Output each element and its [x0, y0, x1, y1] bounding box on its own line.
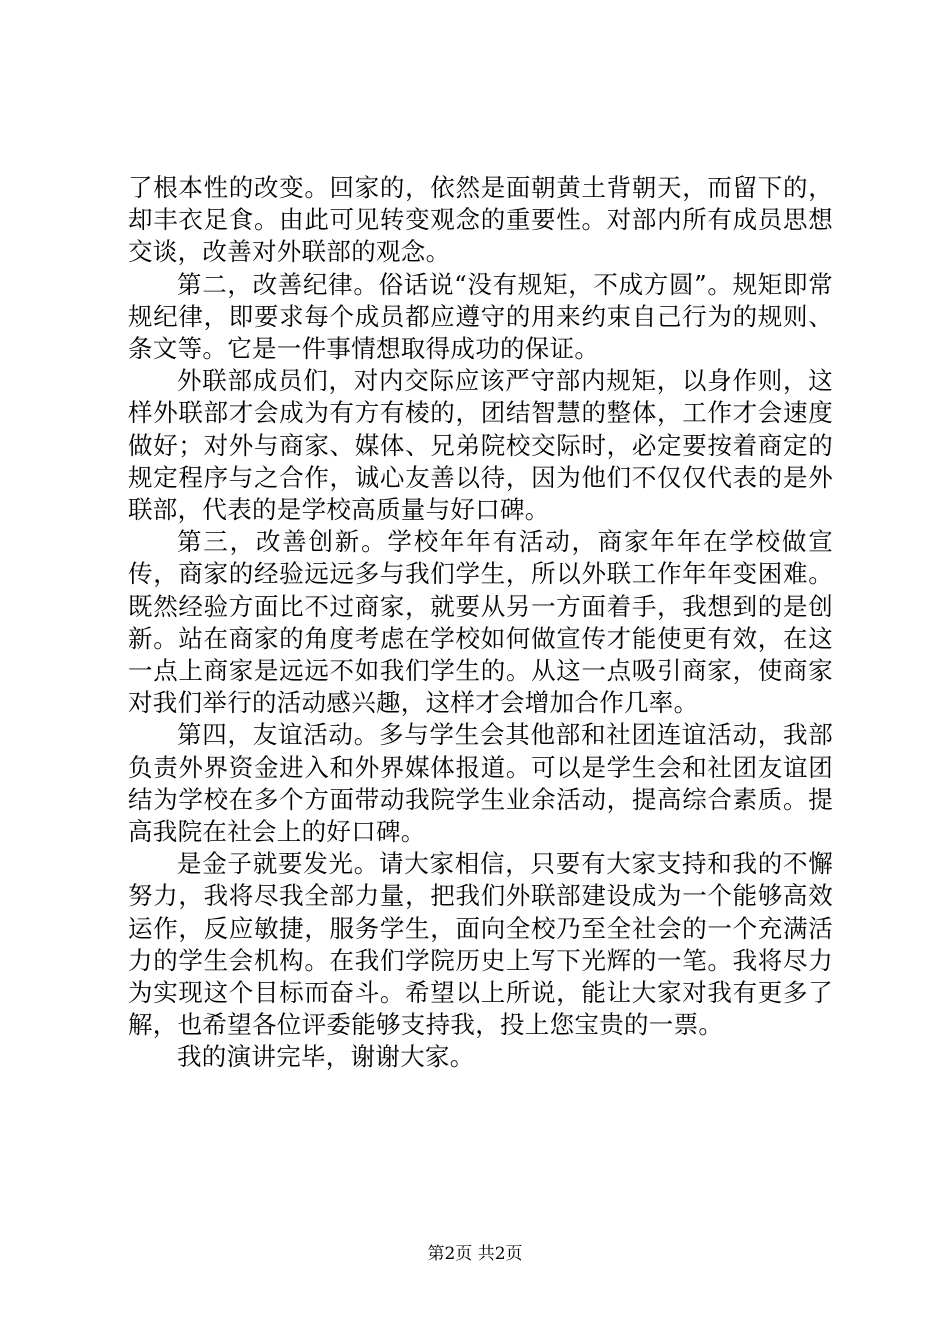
paragraph-closing-pledge: 是金子就要发光。请大家相信，只要有大家支持和我的不懈努力，我将尽我全部力量，把我们外联部建设成为一个能够高效运作，反应敏捷，服务学生，面向全校乃至全社会的一个充满活力的学生会机构。在我们学院历史上写下光辉的一笔。我将尽力为实现这个目标而奋斗。希望以上所说，能让大家对我有更多了解，也希望各位评委能够支持我，投上您宝贵的一票。: [128, 849, 833, 1040]
paragraph-innovation: 第三，改善创新。学校年年有活动，商家年年在学校做宣传，商家的经验远远多与我们学生，所以外联工作年年变困难。既然经验方面比不过商家，就要从另一方面着手，我想到的是创新。站在商家的角度考虑在学校如何做宣传才能使更有效，在这一点上商家是远远不如我们学生的。从这一点吸引商家，使商家对我们举行的活动感兴趣，这样才会增加合作几率。: [128, 527, 833, 718]
paragraph-friendship: 第四，友谊活动。多与学生会其他部和社团连谊活动，我部负责外界资金进入和外界媒体报道。可以是学生会和社团友谊团结为学校在多个方面带动我院学生业余活动，提高综合素质。提高我院在社会上的好口碑。: [128, 720, 833, 847]
paragraph-members-conduct: 外联部成员们，对内交际应该严守部内规矩，以身作则，这样外联部才会成为有方有棱的，团结智慧的整体，工作才会速度做好；对外与商家、媒体、兄弟院校交际时，必定要按着商定的规定程序与之合作，诚心友善以待，因为他们不仅仅代表的是外联部，代表的是学校高质量与好口碑。: [128, 366, 833, 525]
paragraph-continuation: 了根本性的改变。回家的，依然是面朝黄土背朝天，而留下的，却丰衣足食。由此可见转变观念的重要性。对部内所有成员思想交谈，改善对外联部的观念。: [128, 173, 833, 267]
paragraph-thanks: 我的演讲完毕，谢谢大家。: [177, 1042, 475, 1072]
paragraph-discipline: 第二，改善纪律。俗话说“没有规矩，不成方圆”。规矩即常规纪律，即要求每个成员都应遵守的用来约束自己行为的规则、条文等。它是一件事情想取得成功的保证。: [128, 269, 833, 364]
page-number-footer: 第2页 共2页: [427, 1244, 523, 1264]
document-body: [128, 172, 833, 1074]
